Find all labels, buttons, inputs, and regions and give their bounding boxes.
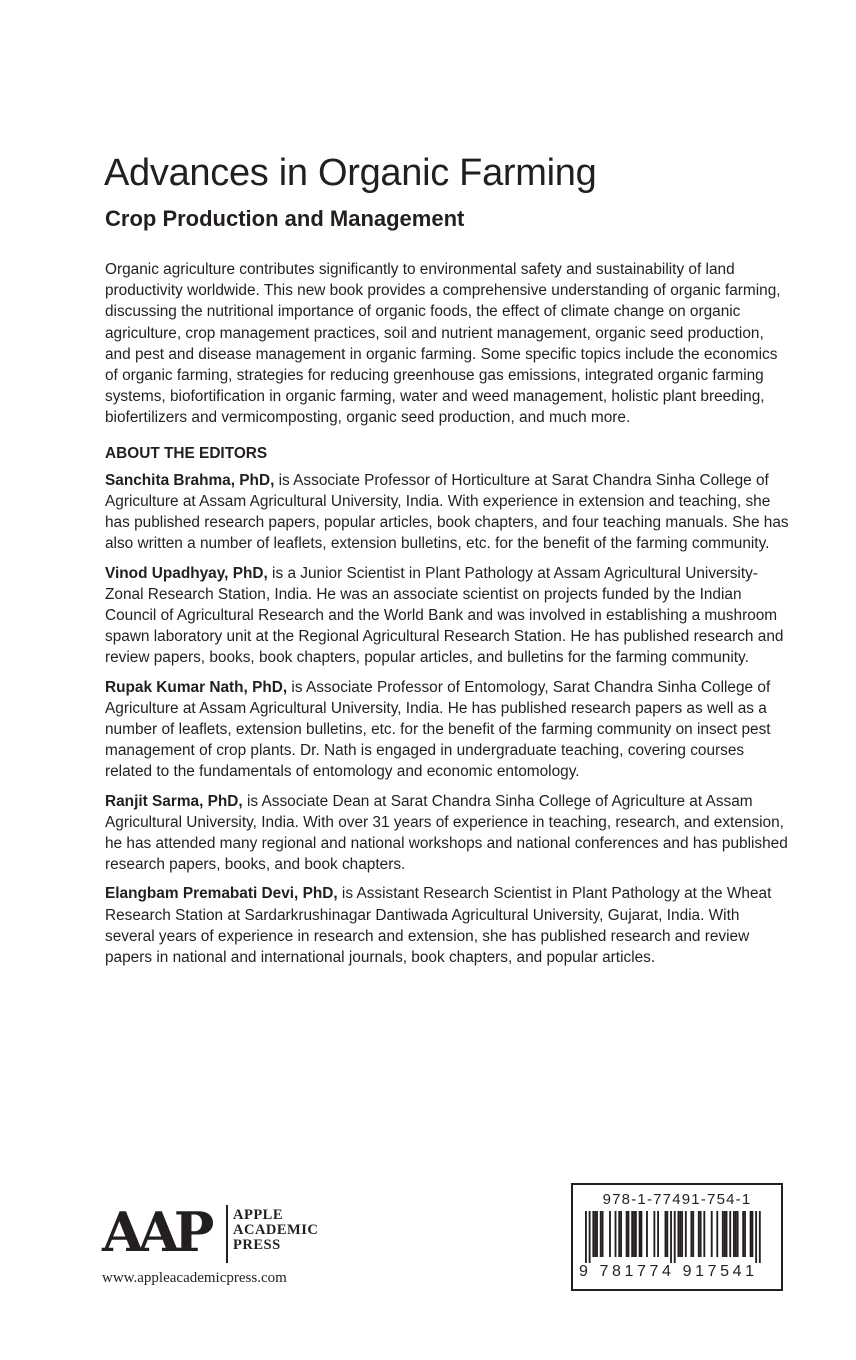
book-subtitle: Crop Production and Management (105, 206, 465, 231)
barcode-bar (657, 1211, 659, 1257)
barcode-bar (641, 1211, 643, 1257)
barcode-bar (594, 1211, 596, 1257)
editor-bio (105, 563, 791, 669)
publisher-name (233, 1208, 318, 1253)
barcode-bar (690, 1211, 692, 1257)
barcode-bar (716, 1211, 718, 1257)
barcode-bar (665, 1211, 667, 1257)
back-cover-text (105, 259, 791, 976)
editor-bio-text: is Associate Professor of Horticulture at Sarat Chandra Sinha College of Agriculture at Assam Agricultural University, India. With experience in extension and teaching, she has published research papers, popular articles, book chapters, and four teaching manuals. She has also written a number of leaflets, extension bulletins, etc. for the benefit of the farming community. (105, 471, 789, 553)
barcode-bar (752, 1211, 754, 1257)
barcode-bar (674, 1211, 676, 1263)
barcode-bar (670, 1211, 672, 1263)
barcode-bar (698, 1211, 700, 1257)
barcode-digits: 9 781774 917541 (579, 1263, 758, 1280)
editor-bio-text: is a Junior Scientist in Plant Pathology at Assam Agricultural University-Zonal Research Station, India. He was an associate scientist on projects funded by the Indian Council of Agricultural Research and the World Bank and was involved in establishing a mushroom spawn laboratory unit at the Regional Agricultural Research Station. He has published research and review papers, books, book chapters, popular articles, and bulletins for the farming community. (105, 564, 784, 667)
barcode-bar (692, 1211, 694, 1257)
barcode-bar (618, 1211, 620, 1257)
barcode-bar (666, 1211, 668, 1257)
barcode-bar (589, 1211, 591, 1263)
barcode-bar (620, 1211, 622, 1257)
barcode-bar (744, 1211, 746, 1257)
editor-bio (105, 470, 791, 555)
logo-divider (226, 1205, 228, 1263)
barcode-bar (626, 1211, 628, 1257)
barcode-bar (685, 1211, 687, 1257)
barcode-bar (742, 1211, 744, 1257)
editor-name: Rupak Kumar Nath, PhD, (105, 678, 288, 696)
isbn-number: 978-1-77491-754-1 (602, 1191, 752, 1208)
barcode-bar (602, 1211, 604, 1257)
publisher-logo-mark: AAP (102, 1200, 209, 1264)
editor-bio (105, 791, 791, 876)
publisher-name-line: PRESS (233, 1237, 281, 1253)
barcode-bar (615, 1211, 617, 1257)
barcode-bar (596, 1211, 598, 1257)
barcode-bar (755, 1211, 757, 1263)
barcode-bar (703, 1211, 705, 1257)
barcode-bar (646, 1211, 648, 1257)
barcode-bar (628, 1211, 630, 1257)
barcode-bar (679, 1211, 681, 1257)
book-title: Advances in Organic Farming (104, 152, 597, 194)
barcode-bar (750, 1211, 752, 1257)
barcode-bar (733, 1211, 735, 1257)
barcode-bar (726, 1211, 728, 1257)
barcode-bar (711, 1211, 713, 1257)
barcode-bar (639, 1211, 641, 1257)
barcode-bar (635, 1211, 637, 1257)
barcode-bar (729, 1211, 731, 1257)
barcode-bar (600, 1211, 602, 1257)
editor-bio-text: is Associate Dean at Sarat Chandra Sinha College of Agriculture at Assam Agricultural University, India. With over 31 years of experience in teaching, research, and extension, he has attended many regional and national workshops and national conferences and has published research papers, books, and book chapters. (105, 792, 788, 874)
editor-bio-text: is Assistant Research Scientist in Plant Pathology at the Wheat Research Station at Sardarkrushinagar Dantiwada Agricultural University, Gujarat, India. With several years of experience in research and extension, she has published research and review papers in national and international journals, book chapters, and popular articles. (105, 885, 772, 967)
editor-bio (105, 677, 791, 783)
editor-name: Vinod Upadhyay, PhD, (105, 564, 268, 582)
barcode-bar (678, 1211, 680, 1257)
publisher-name-line: ACADEMIC (233, 1222, 319, 1238)
book-description: Organic agriculture contributes significantly to environmental safety and sustainability of land productivity worldwide. This new book provides a comprehensive understanding of organic farming, discussing the nutritional importance of organic foods, the effect of climate change on organic agriculture, crop management practices, soil and nutrient management, organic seed production, and pest and disease management in organic farming. Some specific topics include the economics of organic farming, strategies for reducing greenhouse gas emissions, integrated organic farming systems, biofortification in organic farming, water and weed management, holistic plant breeding, biofertilizers and vermicomposting, organic seed production, and much more. (105, 261, 781, 427)
barcode-bar (653, 1211, 655, 1257)
barcode-bar (759, 1211, 761, 1263)
barcode-bar (631, 1211, 633, 1257)
publisher-website: www.appleacademicpress.com (102, 1270, 287, 1286)
barcode-bar (735, 1211, 737, 1257)
barcode-bar (737, 1211, 739, 1257)
publisher-name-line: APPLE (233, 1207, 284, 1223)
barcode-bar (633, 1211, 635, 1257)
barcode-bar (700, 1211, 702, 1257)
isbn-barcode (571, 1183, 783, 1291)
editor-name: Ranjit Sarma, PhD, (105, 792, 243, 810)
editor-name: Elangbam Premabati Devi, PhD, (105, 885, 338, 903)
editors-heading: ABOUT THE EDITORS (105, 444, 268, 462)
barcode-bar (724, 1211, 726, 1257)
barcode-bar (585, 1211, 587, 1263)
barcode-bar (592, 1211, 594, 1257)
barcode-bar (681, 1211, 683, 1257)
barcode-icon (585, 1211, 769, 1263)
editor-bio (105, 883, 791, 968)
barcode-bar (722, 1211, 724, 1257)
barcode-bar (609, 1211, 611, 1257)
editor-name: Sanchita Brahma, PhD, (105, 471, 275, 489)
editor-bio-text: is Associate Professor of Entomology, Sarat Chandra Sinha College of Agriculture at Assam Agricultural University, India. He has published research papers as well as a number of leaflets, extension bulletins, etc. for the benefit of the farming community on insect pest management of crop plants. Dr. Nath is engaged in undergraduate teaching, covering courses related to the fundamentals of entomology and economic entomology. (105, 678, 771, 781)
